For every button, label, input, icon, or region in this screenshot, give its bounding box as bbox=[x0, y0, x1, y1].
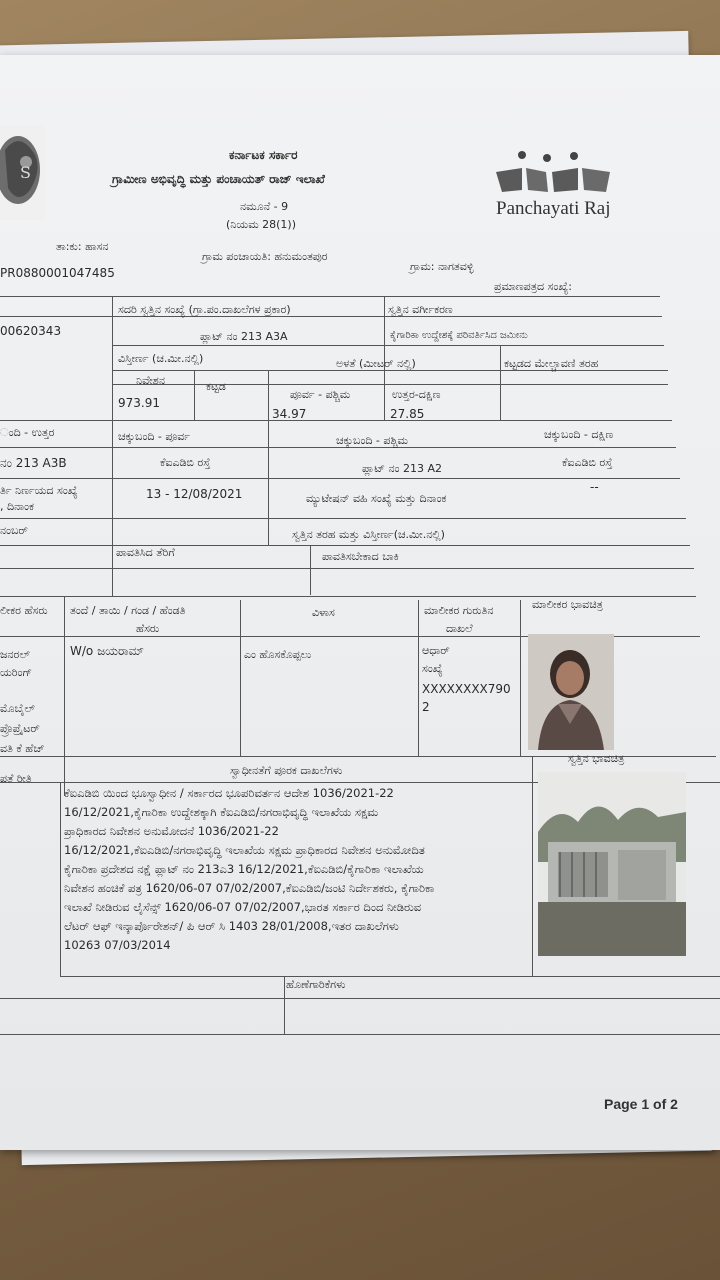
resolution-label: ರ್ತಿ ನಿರ್ಣಯದ ಸಂಖ್ಯೆ bbox=[0, 484, 78, 497]
col-divider bbox=[520, 600, 521, 756]
east-value: ಕೆಐಎಡಿಬಿ ರಸ್ತೆ bbox=[160, 456, 211, 469]
owner-photo bbox=[528, 634, 614, 750]
ns-value: 27.85 bbox=[390, 407, 425, 421]
col-divider bbox=[418, 600, 419, 756]
owner-photo-label: ಮಾಲೀಕರ ಭಾವಚಿತ್ರ bbox=[532, 598, 603, 611]
owner-name-line-4: ಪ್ರೊಪ್ರೈಟರ್ bbox=[0, 722, 40, 735]
ew-label: ಪೂರ್ವ - ಪಶ್ಚಿಮ bbox=[290, 388, 351, 401]
supporting-docs-text bbox=[64, 784, 530, 955]
karnataka-emblem-icon bbox=[0, 70, 50, 220]
row-divider bbox=[0, 1034, 720, 1035]
department-title: ಗ್ರಾಮೀಣ ಅಭಿವೃದ್ಧಿ ಮತ್ತು ಪಂಚಾಯತ್ ರಾಜ್ ಇಲಾಖೆ bbox=[112, 172, 325, 186]
owner-id-type-2: ಸಂಖ್ಯೆ bbox=[422, 662, 443, 675]
resolution-value: 13 - 12/08/2021 bbox=[146, 487, 243, 501]
doc-line: ಲೆಟರ್ ಆಫ್ ಇನ್ಕಾರ್ಪೊರೇಶನ್/ ಪಿ ಆರ್ ಸಿ 1403 28/01/2008,ಇತರ ದಾಖಲೆಗಳು bbox=[64, 919, 399, 933]
row-divider bbox=[112, 384, 668, 385]
col-divider bbox=[112, 296, 113, 596]
east-label: ಚಕ್ಕುಬಂದಿ - ಪೂರ್ವ bbox=[118, 430, 191, 443]
row-divider bbox=[0, 316, 662, 317]
north-label: ಂದಿ - ಉತ್ತರ bbox=[0, 426, 55, 439]
doc-line: 10263 07/03/2014 bbox=[64, 938, 171, 952]
taluk: ತಾ:ಕು: ಹಾಸನ bbox=[56, 240, 109, 253]
property-id-partial: 00620343 bbox=[0, 324, 62, 338]
owner-id-label: ಮಾಲೀಕರ ಗುರುತಿನ bbox=[424, 604, 494, 617]
west-label: ಚಕ್ಕುಬಂದಿ - ಪಶ್ಚಿಮ bbox=[336, 434, 409, 447]
row-divider bbox=[0, 568, 694, 569]
doc-line: ಕೈಗಾರಿಕಾ ಪ್ರದೇಶದ ನಕ್ಷೆ ಪ್ಲಾಟ್ ನಂ 213ಎ3 16/12/2021,ಕೆಐಎಡಿಬಿ/ಕೈಗಾರಿಕಾ ಇಲಾಖೆಯ bbox=[64, 862, 424, 876]
owner-id-label-2: ದಾಖಲೆ bbox=[446, 622, 473, 635]
row-divider bbox=[0, 296, 660, 297]
col-divider bbox=[268, 370, 269, 546]
number-label: ನಂಬರ್ bbox=[0, 524, 28, 537]
svg-text:S: S bbox=[20, 163, 31, 182]
north-value: ನಂ 213 A3B bbox=[0, 456, 67, 470]
col-divider bbox=[64, 596, 65, 796]
owner-name-line-2: ಯರಿಂಗ್ bbox=[0, 666, 32, 679]
classification-value: ಕೈಗಾರಿಕಾ ಉದ್ದೇಶಕ್ಕೆ ಪರಿವರ್ತಿಸಿದ ಜಮೀನು bbox=[390, 330, 528, 341]
col-divider bbox=[60, 782, 61, 976]
west-value: ಪ್ಲಾಟ್ ನಂ 213 A2 bbox=[362, 462, 443, 475]
relation-label-2: ಹೆಸರು bbox=[136, 622, 160, 635]
certificate-label: ಪ್ರಮಾಣಪತ್ರದ ಸಂಖ್ಯೆ: bbox=[494, 280, 573, 293]
doc-line: ಕೆಐಎಡಿಬಿ ಯಿಂದ ಭೂಸ್ವಾಧೀನ / ಸರ್ಕಾರದ ಭೂಪರಿವರ್ತನ ಆದೇಶ 1036/2021-22 bbox=[64, 786, 394, 800]
ew-value: 34.97 bbox=[272, 407, 307, 421]
gram-panchayat: ಗ್ರಾಮ ಪಂಚಾಯತಿ: ಹನುಮಂತಪುರ bbox=[202, 250, 328, 263]
owner-relation: W/o ಜಯರಾಮ್ bbox=[70, 644, 144, 658]
site-area-value: 973.91 bbox=[118, 396, 160, 410]
property-photo-label: ಸ್ವತ್ತಿನ ಭಾವಚಿತ್ರ bbox=[568, 752, 625, 765]
logo-text: Panchayati Raj bbox=[496, 198, 611, 219]
row-divider bbox=[0, 518, 686, 519]
owner-name-line-5: ವತಿ ಕೆ ಹೆಚ್ bbox=[0, 742, 45, 755]
site-label: ನಿವೇಶನ bbox=[136, 374, 165, 387]
row-divider bbox=[112, 345, 664, 346]
row-divider bbox=[0, 596, 696, 597]
rule-number: (ನಿಯಮ 28(1)) bbox=[226, 218, 297, 231]
dimension-label: ಅಳತೆ (ಮೀಟರ್ ನಲ್ಲಿ) bbox=[336, 357, 416, 370]
tax-paid-label: ಪಾವತಿಸಿದ ತೆರಿಗೆ bbox=[116, 546, 175, 559]
owner-name-line-1: ಜನರಲ್ bbox=[0, 648, 31, 661]
doc-line: ಪ್ರಾಧಿಕಾರದ ನಿವೇಶನ ಅನುಮೋದನೆ 1036/2021-22 bbox=[64, 824, 279, 838]
property-number-label: ಸದರಿ ಸ್ವತ್ತಿನ ಸಂಖ್ಯೆ (ಗ್ರಾ.ಪಂ.ದಾಖಲೆಗಳ ಪ್ರಕಾರ) bbox=[118, 303, 291, 316]
type-area-label: ಸ್ವತ್ತಿನ ತರಹ ಮತ್ತು ವಿಸ್ತೀರ್ಣ(ಚ.ಮೀ.ನಲ್ಲಿ) bbox=[292, 528, 445, 541]
owner-name-label: ಲೀಕರ ಹೆಸರು bbox=[0, 604, 48, 617]
col-divider bbox=[194, 370, 195, 420]
row-divider bbox=[0, 420, 672, 421]
liabilities-label: ಹೊಣೆಗಾರಿಕೆಗಳು bbox=[286, 978, 346, 991]
plot-number: ಪ್ಲಾಟ್ ನಂ 213 A3A bbox=[200, 330, 288, 343]
village: ಗ್ರಾಮ: ನಾಗತವಳ್ಳಿ bbox=[410, 260, 474, 273]
address-label: ವಿಳಾಸ bbox=[312, 606, 335, 619]
row-divider bbox=[60, 976, 720, 977]
doc-line: ನಿವೇಶನ ಹಂಚಿಕೆ ಪತ್ರ 1620/06-07 07/02/2007,ಕೆಐಎಡಿಬಿ/ಜಂಟಿ ನಿರ್ದೇಶಕರು, ಕೈಗಾರಿಕಾ bbox=[64, 881, 435, 895]
area-label: ವಿಸ್ತೀರ್ಣ (ಚ.ಮೀ.ನಲ್ಲಿ) bbox=[118, 352, 204, 365]
resolution-date-label: , ದಿನಾಂಕ bbox=[0, 500, 34, 513]
property-id: PR0880001047485 bbox=[0, 266, 115, 280]
col-divider bbox=[284, 976, 285, 1034]
owner-address: ಎಂ ಹೊಸಕೊಪ್ಪಲು bbox=[244, 648, 312, 661]
col-divider bbox=[532, 756, 533, 976]
doc-line: ಇಲಾಖೆ ನೀಡಿರುವ ಲೈಸೆನ್ಸ್ 1620/06-07 07/02/2007,ಭಾರತ ಸರ್ಕಾರ ದಿಂದ ನೀಡಿರುವ bbox=[64, 900, 422, 914]
col-divider bbox=[500, 345, 501, 420]
ns-label: ಉತ್ತರ-ದಕ್ಷಿಣ bbox=[392, 388, 441, 401]
property-photo bbox=[538, 772, 686, 956]
state-govt-title: ಕರ್ನಾಟಕ ಸರ್ಕಾರ bbox=[229, 148, 298, 162]
owner-id-number: XXXXXXXX790 bbox=[422, 682, 511, 696]
owner-id-type: ಆಧಾರ್ bbox=[422, 644, 450, 657]
supporting-docs-label: ಸ್ವಾಧೀನತೆಗೆ ಪೂರಕ ದಾಖಲೆಗಳು bbox=[230, 764, 343, 777]
owner-id-number-2: 2 bbox=[422, 700, 430, 714]
classification-label: ಸ್ವತ್ತಿನ ವರ್ಗೀಕರಣ bbox=[388, 303, 453, 316]
owner-name-line-3: ಮೊಬೈಲ್ bbox=[0, 702, 36, 715]
page-number: Page 1 of 2 bbox=[604, 1096, 678, 1112]
row-divider bbox=[0, 545, 690, 546]
doc-line: 16/12/2021,ಕೆಐಎಡಿಬಿ/ನಗರಾಭಿವೃದ್ಧಿ ಇಲಾಖೆಯ ಸಕ್ಷಮ ಪ್ರಾಧಿಕಾರದ ನಿವೇಶನ ಅನುಮೋದಿತ bbox=[64, 843, 425, 857]
bldg-label: ಕಟ್ಟಡ bbox=[206, 380, 226, 393]
col-divider bbox=[240, 600, 241, 756]
building-label: ಕಟ್ಟಡದ ಮೇಲ್ಚಾವಣಿ ತರಹ bbox=[504, 357, 599, 370]
row-divider bbox=[0, 478, 680, 479]
south-value: ಕೆಐಎಡಿಬಿ ರಸ್ತೆ bbox=[562, 456, 613, 469]
mutation-label: ಮ್ಯುಟೇಷನ್ ವಹಿ ಸಂಖ್ಯೆ ಮತ್ತು ದಿನಾಂಕ bbox=[306, 492, 447, 505]
panchayati-raj-logo-icon bbox=[492, 150, 622, 230]
tax-due-label: ಪಾವತಿಸಬೇಕಾದ ಬಾಕಿ bbox=[322, 550, 399, 563]
relation-label: ತಂದೆ / ತಾಯಿ / ಗಂಡ / ಹೆಂಡತಿ bbox=[70, 604, 186, 617]
form-number: ನಮೂನೆ - 9 bbox=[240, 200, 289, 213]
acquisition-method-label: ಪತೆ ರೀತಿ bbox=[0, 772, 32, 785]
doc-line: 16/12/2021,ಕೈಗಾರಿಕಾ ಉದ್ದೇಶಕ್ಕಾಗಿ ಕೆಐಎಡಿಬಿ/ನಗರಾಭಿವೃದ್ಧಿ ಇಲಾಖೆಯ ಸಕ್ಷಮ bbox=[64, 805, 379, 819]
row-divider bbox=[0, 998, 720, 999]
col-divider bbox=[310, 545, 311, 595]
south-label: ಚಕ್ಕುಬಂದಿ - ದಕ್ಷಿಣ bbox=[544, 428, 614, 441]
mutation-value: -- bbox=[590, 480, 599, 494]
